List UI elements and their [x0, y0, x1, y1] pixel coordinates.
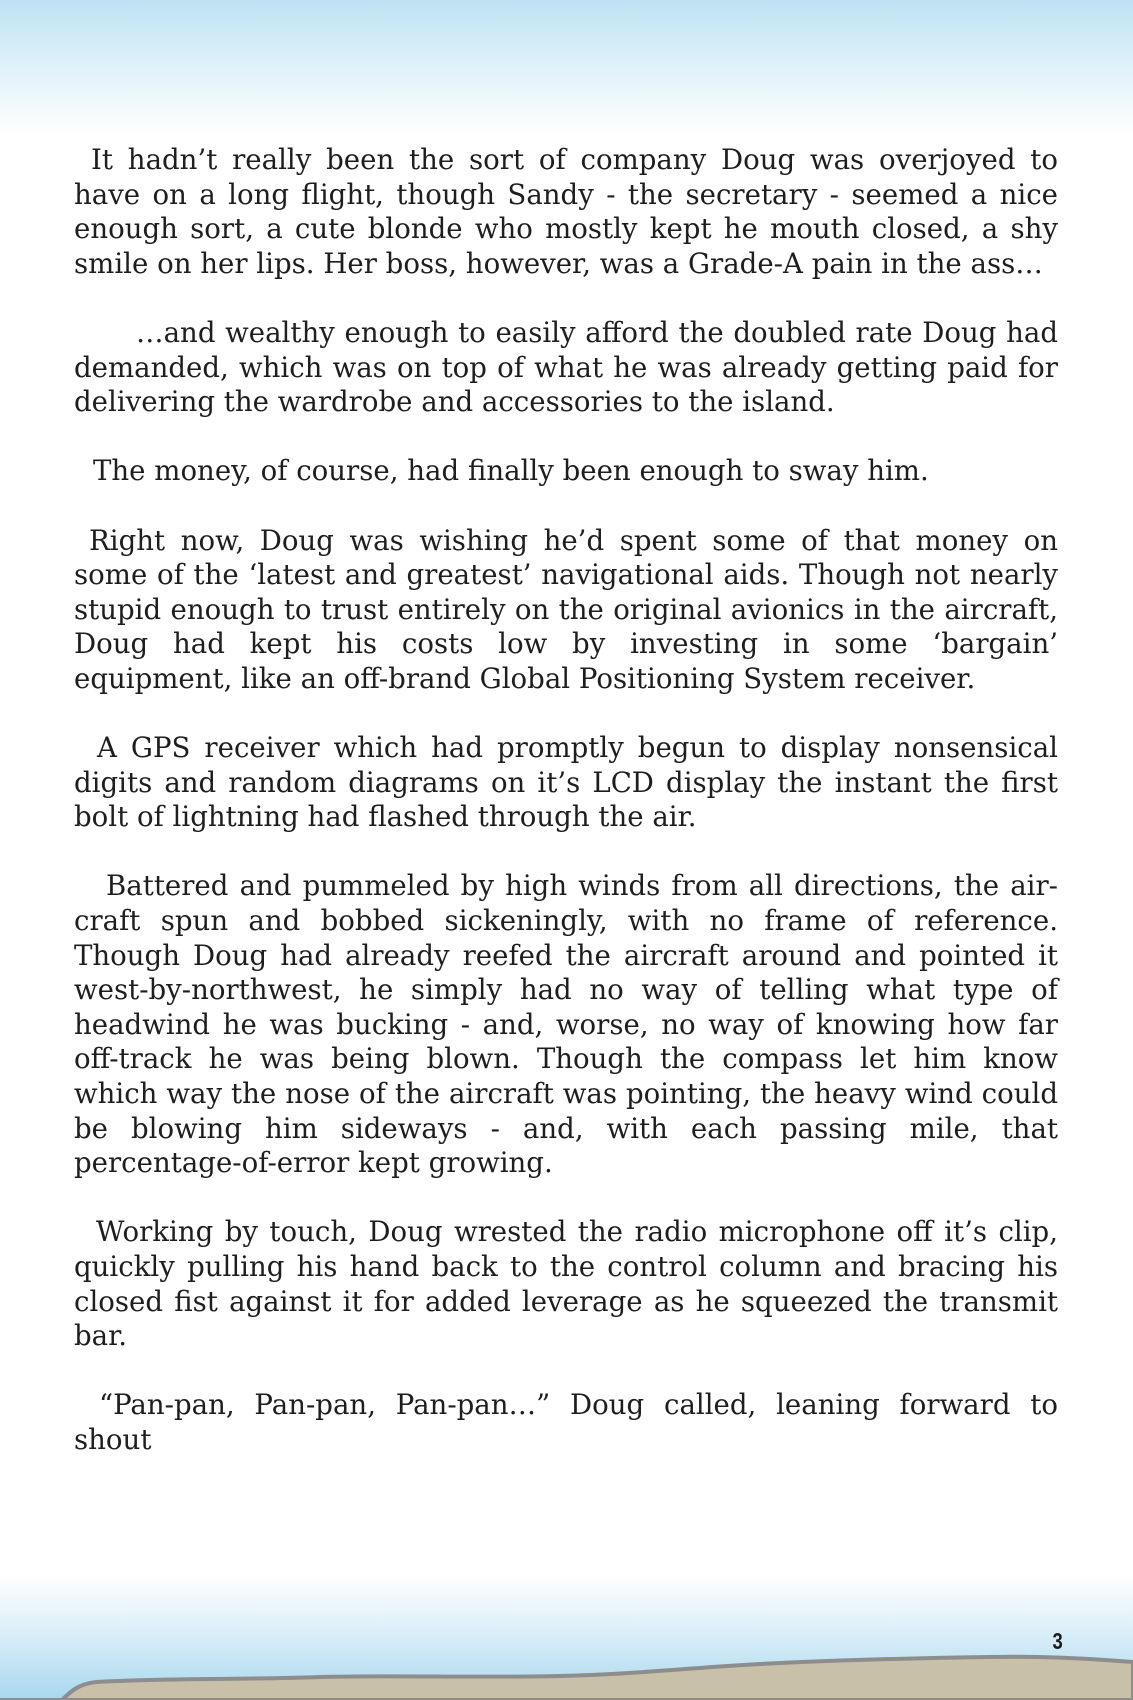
paragraph-2: …and wealthy enough to easily afford the doubled rate Doug had demanded, which was on top of what he was already getting paid for delivering the wardrobe and accessories to the island.	[74, 315, 1058, 419]
paragraph-1: It hadn’t really been the sort of company Doug was overjoyed to have on a long flight, though Sandy - the secretary - seemed a nice enough sort, a cute blonde who mostly kept he mouth closed, a shy smile on her lips. Her boss, however, was a Grade-A pain in the ass…	[74, 143, 1058, 280]
paragraph-5: A GPS receiver which had promptly begun to display nonsensical digits and random diagrams on it’s LCD display the instant the first bolt of lightning had flashed through the air.	[74, 731, 1058, 834]
paragraph-6: Battered and pummeled by high winds from all directions, the aircraft spun and bobbed sickeningly, with no frame of reference. Though Doug had already reefed the aircraft around and pointed it west-by-northwest, he simply had no way of telling what type of headwind he was bucking - and, worse, no way of knowing how far off-track he was being blown. Though the compass let him know which way the nose of the aircraft was pointing, the heavy wind could be blowing him sideways - and, with each passing mile, that percentage-of-error kept growing.	[74, 869, 1058, 1180]
paragraph-3: The money, of course, had finally been enough to sway him.	[93, 454, 929, 488]
paragraph-7: Working by touch, Doug wrested the radio microphone off it’s clip, quickly pulling his hand back to the control column and bracing his closed fist against it for added leverage as he squeezed the transmit bar.	[74, 1215, 1058, 1353]
page-number: 3	[1052, 1628, 1063, 1654]
paragraph-4: Right now, Doug was wishing he’d spent some of that money on some of the ‘latest and greatest’ navigational aids. Though not nearly stupid enough to trust entirely on the original avionics in the aircraft, Doug had kept his costs low by investing in some ‘bargain’ equipment, like an off-brand Global Positioning System receiver.	[74, 523, 1058, 695]
paragraph-8: “Pan-pan, Pan-pan, Pan-pan…” Doug called, leaning forward to shout	[74, 1388, 1058, 1456]
ground-landscape	[0, 1620, 1133, 1700]
story-text	[74, 143, 1058, 1458]
ground-hill	[0, 1657, 1133, 1700]
sky-gradient-top	[0, 0, 1133, 135]
